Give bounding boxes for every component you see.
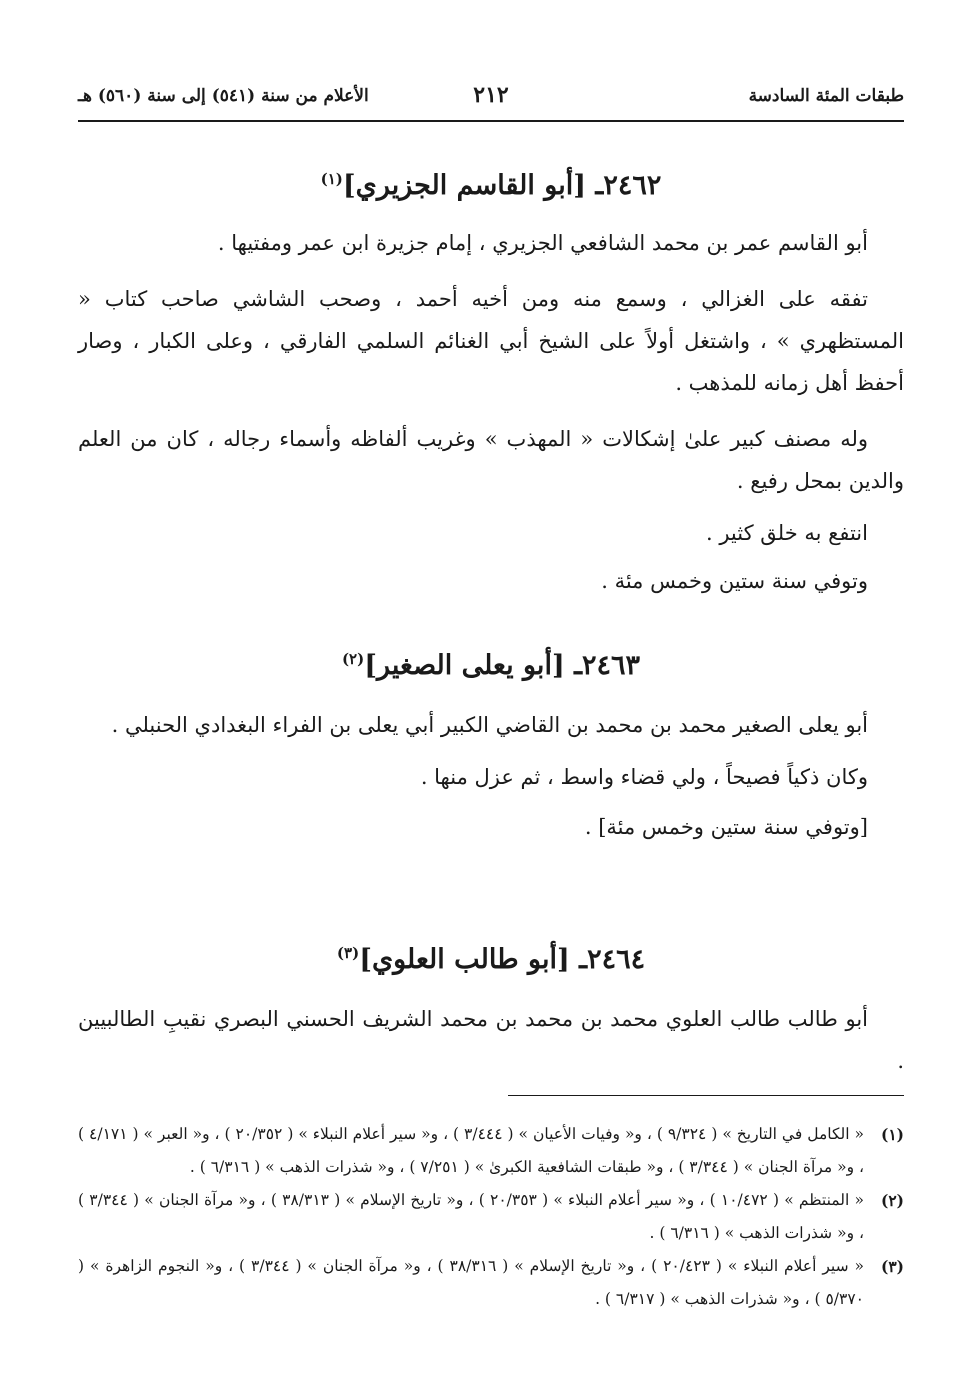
footnotes xyxy=(78,1118,904,1316)
entry-paragraph: انتفع به خلق كثير . xyxy=(705,521,868,545)
entry-paragraph: وله مصنف كبير علىٰ إشكالات « المهذب » وغريب ألفاظه وأسماء رجاله ، كان من العلم والدين بمحل رفيع . xyxy=(78,427,904,493)
running-head-book-title: طبقات المئة السادسة xyxy=(748,86,904,106)
footnote-2 xyxy=(78,1184,904,1250)
entry-paragraph: وكان ذكياً فصيحاً ، ولي قضاء واسط ، ثم عزل منها . xyxy=(420,765,868,789)
entry-title: ٢٤٦٣ـ [أبو يعلى الصغير] xyxy=(364,650,641,681)
entry-title: ٢٤٦٤ـ [أبو طالب العلوي] xyxy=(359,944,646,975)
footnote-ref: (١) xyxy=(320,170,343,188)
entry-heading-2463 xyxy=(78,650,904,681)
entry-body-2462 xyxy=(78,222,904,602)
footnote-3 xyxy=(78,1250,904,1316)
entry-heading-2464 xyxy=(78,944,904,975)
footnote-number: (٣) xyxy=(880,1257,904,1276)
footnote-text: « المنتظم » ( ١٠/٤٧٢ ) ، و« سير أعلام النبلاء » ( ٢٠/٣٥٣ ) ، و« تاريخ الإسلام » ( ٣٨/٣١٣ ) ، و« مرآة الجنان » ( ٣/٣٤٤ ) ، و« شذرات الذهب » ( ٦/٣١٦ ) . xyxy=(78,1191,864,1242)
entry-heading-2462 xyxy=(78,170,904,201)
entry-title: ٢٤٦٢ـ [أبو القاسم الجزيري] xyxy=(342,170,662,201)
footnote-text: « سير أعلام النبلاء » ( ٢٠/٤٢٣ ) ، و« تاريخ الإسلام » ( ٣٨/٣١٦ ) ، و« مرآة الجنان » ( ٣/٣٤٤ ) ، و« النجوم الزاهرة » ( ٥/٣٧٠ ) ، و« شذرات الذهب » ( ٦/٣١٧ ) . xyxy=(78,1257,864,1308)
footnote-ref: (٣) xyxy=(336,944,360,962)
footnote-number: (١) xyxy=(880,1125,904,1144)
entry-paragraph: وتوفي سنة ستين وخمس مئة . xyxy=(601,569,868,593)
entry-body-2464 xyxy=(78,998,904,1082)
footnote-ref: (٢) xyxy=(341,650,365,668)
running-head xyxy=(78,82,904,114)
entry-paragraph: أبو يعلى الصغير محمد بن محمد بن القاضي الكبير أبي يعلى بن الفراء البغدادي الحنبلي . xyxy=(111,713,868,737)
entry-paragraph: أبو القاسم عمر بن محمد الشافعي الجزيري ، إمام جزيرة ابن عمر ومفتيها . xyxy=(217,231,868,255)
entry-body-2463 xyxy=(78,704,904,848)
entry-paragraph: أبو طالب طالب العلوي محمد بن محمد بن محمد الشريف الحسني البصري نقيبِ الطالبيين . xyxy=(78,1007,904,1073)
footnote-number: (٢) xyxy=(880,1191,904,1210)
header-divider xyxy=(78,120,904,122)
running-head-section: الأعلام من سنة (٥٤١) إلى سنة (٥٦٠) هـ xyxy=(78,86,369,106)
footnote-1 xyxy=(78,1118,904,1184)
entry-paragraph: [وتوفي سنة ستين وخمس مئة] . xyxy=(584,815,868,839)
entry-paragraph: تفقه على الغزالي ، وسمع منه ومن أخيه أحمد ، وصحب الشاشي صاحب كتاب « المستظهري » ، واشتغل أولاً على الشيخ أبي الغنائم السلمي الفارقي ، وعلى الكبار ، وصار أحفظ أهل زمانه للمذهب . xyxy=(78,287,904,395)
footnote-text: « الكامل في التاريخ » ( ٩/٣٢٤ ) ، و« وفيات الأعيان » ( ٣/٤٤٤ ) ، و« سير أعلام النبلاء » ( ٢٠/٣٥٢ ) ، و« العبر » ( ٤/١٧١ ) ، و« مرآة الجنان » ( ٣/٣٤٤ ) ، و« طبقات الشافعية الكبرىٰ » ( ٧/٢٥١ ) ، و« شذرات الذهب » ( ٦/٣١٦ ) . xyxy=(78,1125,865,1176)
page-number: ٢١٢ xyxy=(473,82,509,108)
footnote-divider xyxy=(508,1095,904,1096)
